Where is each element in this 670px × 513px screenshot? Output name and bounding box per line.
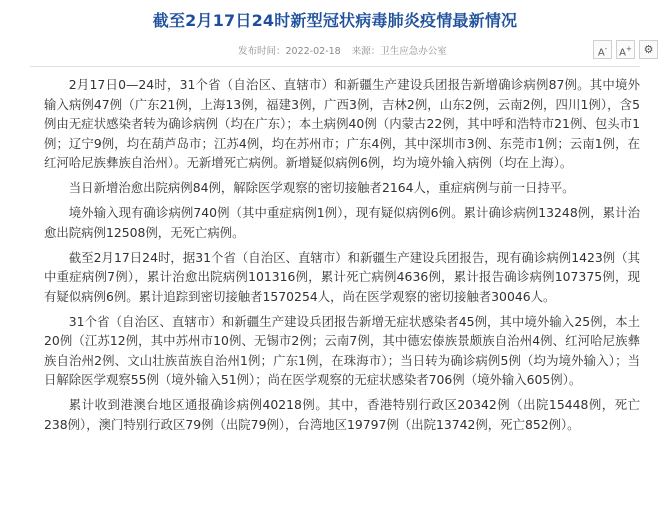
article-meta <box>238 43 455 57</box>
article-source: 来源：卫生应急办公室 <box>351 46 447 57</box>
article-body <box>44 75 640 440</box>
paragraph-asymptomatic: 31个省（自治区、直辖市）和新疆生产建设兵团报告新增无症状感染者45例，其中境外输入25例，本土20例（江苏12例，其中苏州市10例、无锡市2例；云南7例，其中德宏傣族景颇族自治州4例、红河哈尼族彝族自治州2例、文山壮族苗族自治州1例；广东1例，在珠海市）；当日转为确诊病例5例（均为境外输入）；当日解除医学观察55例（境外输入51例）；尚在医学观察的无症状感染者706例（境外输入605例）。 <box>44 313 640 387</box>
settings-icon[interactable]: ⚙ <box>639 40 658 59</box>
header-divider <box>30 66 640 67</box>
font-increase-button[interactable]: A+ <box>616 40 635 59</box>
publish-date: 发布时间：2022-02-18 <box>238 46 341 57</box>
font-decrease-label: A <box>597 47 605 59</box>
paragraph-cumulative: 截至2月17日24时，据31个省（自治区、直辖市）和新疆生产建设兵团报告，现有确诊病例1423例（其中重症病例7例），累计治愈出院病例101316例，累计死亡病例4636例，累计报告确诊病例107375例，现有疑似病例6例。累计追踪到密切接触者1570254人，尚在医学观察的密切接触者30046人。 <box>44 249 640 304</box>
paragraph-imported: 境外输入现有确诊病例740例（其中重症病例1例），现有疑似病例6例。累计确诊病例13248例，累计治愈出院病例12508例，无死亡病例。 <box>44 205 640 240</box>
font-decrease-button[interactable]: A- <box>593 40 612 59</box>
paragraph-new-cases: 2月17日0—24时，31个省（自治区、直辖市）和新疆生产建设兵团报告新增确诊病例87例。其中境外输入病例47例（广东21例，上海13例，福建3例，广西3例，吉林2例，山东2例，云南2例，四川1例），含5例由无症状感染者转为确诊病例（均在广东）；本土病例40例（内蒙古22例，其中呼和浩特市21例、包头市1例；辽宁9例，均在葫芦岛市；江苏4例，均在苏州市；广东4例，其中深圳市3例、东莞市1例；云南1例，在红河哈尼族彝族自治州）。无新增死亡病例。新增疑似病例6例，均为境外输入病例（均在上海）。 <box>44 77 640 170</box>
font-increase-label: A <box>619 47 626 59</box>
paragraph-recoveries: 当日新增治愈出院病例84例，解除医学观察的密切接触者2164人，重症病例与前一日持平。 <box>68 180 575 195</box>
article-title: 截至2月17日24时新型冠状病毒肺炎疫情最新情况 <box>152 11 518 30</box>
paragraph-hk-macau-taiwan: 累计收到港澳台地区通报确诊病例40218例。其中，香港特别行政区20342例（出院15448例，死亡238例），澳门特别行政区79例（出院79例），台湾地区19797例（出院13742例，死亡852例）。 <box>44 397 640 432</box>
